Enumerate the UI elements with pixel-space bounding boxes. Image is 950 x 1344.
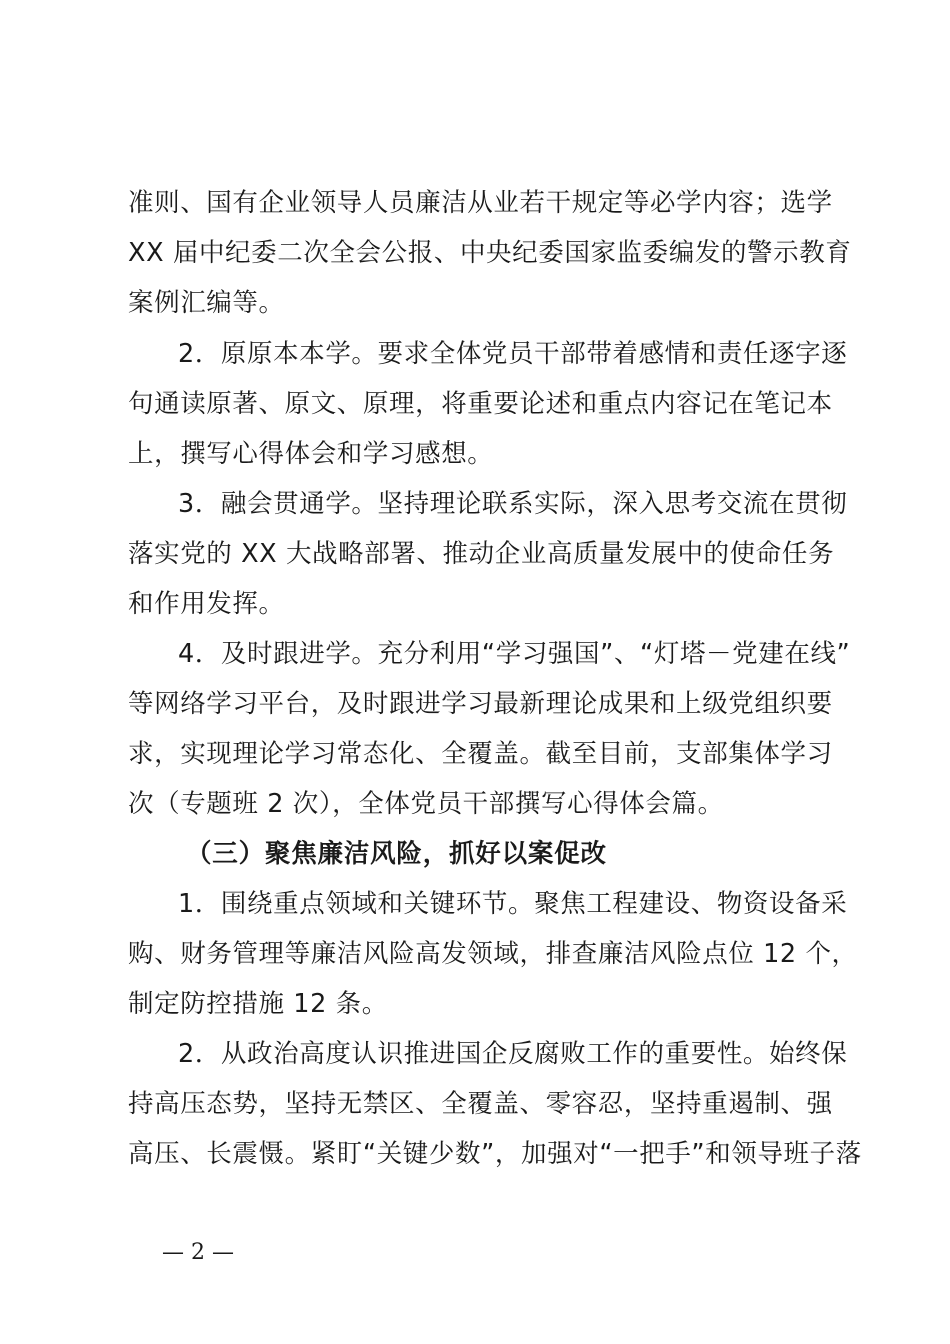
text-line: XX 届中纪委二次全会公报、中央纪委国家监委编发的警示教育: [128, 238, 852, 268]
text-line: 4．及时跟进学。充分利用“学习强国”、“灯塔－党建在线”: [178, 639, 851, 669]
text-line: 3．融会贯通学。坚持理论联系实际，深入思考交流在贯彻: [178, 489, 848, 519]
section-heading: （三）聚焦廉洁风险，抓好以案促改: [186, 839, 607, 869]
page-number: — 2 —: [162, 1240, 234, 1265]
text-line: 制定防控措施 12 条。: [128, 989, 388, 1019]
text-line: 等网络学习平台，及时跟进学习最新理论成果和上级党组织要: [128, 689, 833, 719]
text-line: 持高压态势，坚持无禁区、全覆盖、零容忍，坚持重遏制、强: [128, 1089, 833, 1119]
text-line: 2．从政治高度认识推进国企反腐败工作的重要性。始终保: [178, 1039, 848, 1069]
text-line: 准则、国有企业领导人员廉洁从业若干规定等必学内容；选学: [128, 188, 833, 218]
text-line: 案例汇编等。: [128, 288, 285, 318]
text-line: 次（专题班 2 次），全体党员干部撰写心得体会篇。: [128, 789, 724, 819]
text-line: 求，实现理论学习常态化、全覆盖。截至目前，支部集体学习: [128, 739, 833, 769]
text-line: 高压、长震慑。紧盯“关键少数”，加强对“一把手”和领导班子落: [128, 1139, 862, 1169]
text-line: 句通读原著、原文、原理，将重要论述和重点内容记在笔记本: [128, 389, 833, 419]
text-line: 落实党的 XX 大战略部署、推动企业高质量发展中的使命任务: [128, 539, 835, 569]
text-line: 和作用发挥。: [128, 589, 285, 619]
text-line: 上，撰写心得体会和学习感想。: [128, 439, 494, 469]
text-line: 购、财务管理等廉洁风险高发领域，排查廉洁风险点位 12 个，: [128, 939, 858, 969]
text-line: 2．原原本本学。要求全体党员干部带着感情和责任逐字逐: [178, 339, 848, 369]
text-line: 1．围绕重点领域和关键环节。聚焦工程建设、物资设备采: [178, 889, 848, 919]
